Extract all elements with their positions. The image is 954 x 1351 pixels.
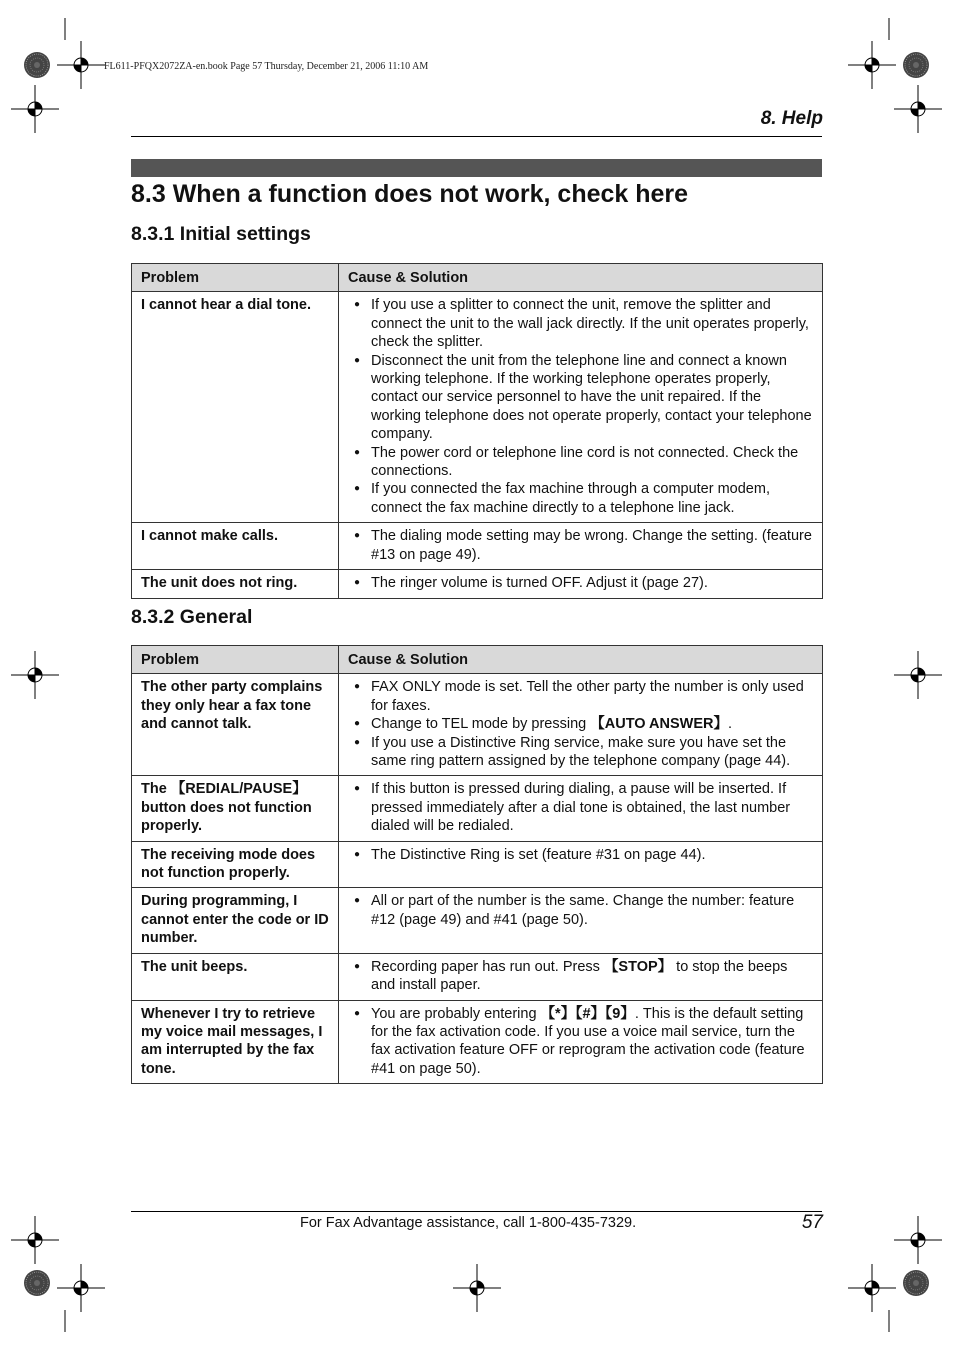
solution-item: ● The Distinctive Ring is set (feature #31 on page 44). bbox=[348, 846, 813, 864]
table-row bbox=[132, 841, 823, 888]
table-body bbox=[132, 292, 823, 598]
table-row bbox=[132, 523, 823, 570]
solution-item: ● Disconnect the unit from the telephone line and connect a known working telephone. If the working telephone operates properly, contact our service personnel to have the unit repaired. If the working telephone does not operate properly, contact your telephone company. bbox=[348, 352, 813, 444]
section-header: 8. Help bbox=[760, 108, 823, 129]
solution-cell bbox=[339, 570, 823, 598]
table-header-row bbox=[132, 646, 823, 674]
table-row bbox=[132, 1000, 823, 1084]
column-header-problem: Problem bbox=[132, 646, 339, 674]
solution-cell bbox=[339, 292, 823, 523]
solution-item: ● Change to TEL mode by pressing 【AUTO ANSWER】. bbox=[348, 715, 813, 733]
table-header-row bbox=[132, 264, 823, 292]
solution-item: ● The dialing mode setting may be wrong. Change the setting. (feature #13 on page 49). bbox=[348, 527, 813, 564]
solution-item: ● Recording paper has run out. Press 【STOP】 to stop the beeps and install paper. bbox=[348, 958, 813, 995]
table-row bbox=[132, 888, 823, 953]
footer-rule bbox=[131, 1211, 822, 1212]
page-title: 8.3 When a function does not work, check here bbox=[131, 180, 689, 208]
key-label: 【REDIAL/PAUSE】 bbox=[170, 781, 307, 798]
problem-cell: I cannot make calls. bbox=[132, 523, 339, 570]
title-bar bbox=[131, 159, 822, 177]
problem-cell: Whenever I try to retrieve my voice mail messages, I am interrupted by the fax tone. bbox=[132, 1000, 339, 1084]
solution-cell bbox=[339, 888, 823, 953]
solution-item: ● If this button is pressed during dialing, a pause will be inserted. If pressed immediately after a dial tone is obtained, the last number dialed will be redialed. bbox=[348, 780, 813, 835]
problem-cell: The unit does not ring. bbox=[132, 570, 339, 598]
solution-item: ● You are probably entering 【*】【#】【9】. This is the default setting for the fax activation code. If you use a voice mail service, turn the fax activation feature OFF or reprogram the activation code (feature #41 on page 50). bbox=[348, 1005, 813, 1079]
solution-cell bbox=[339, 674, 823, 776]
column-header-problem: Problem bbox=[132, 264, 339, 292]
solution-item: ● If you use a Distinctive Ring service, make sure you have set the same ring pattern assigned by the telephone company (page 44). bbox=[348, 734, 813, 771]
problem-cell: During programming, I cannot enter the code or ID number. bbox=[132, 888, 339, 953]
solution-list bbox=[348, 678, 813, 770]
solution-item: ● The power cord or telephone line cord is not connected. Check the connections. bbox=[348, 444, 813, 481]
solution-cell bbox=[339, 1000, 823, 1084]
solution-item: ● If you use a splitter to connect the unit, remove the splitter and connect the unit to the wall jack directly. If the unit operates properly, check the splitter. bbox=[348, 296, 813, 351]
solution-list bbox=[348, 1005, 813, 1079]
key-label: 【STOP】 bbox=[603, 958, 673, 975]
problem-cell: I cannot hear a dial tone. bbox=[132, 292, 339, 523]
table-row bbox=[132, 292, 823, 523]
solution-cell bbox=[339, 523, 823, 570]
key-label: 【AUTO ANSWER】 bbox=[590, 716, 728, 733]
initial-settings-table bbox=[131, 263, 823, 599]
problem-cell: The receiving mode does not function properly. bbox=[132, 841, 339, 888]
solution-cell bbox=[339, 953, 823, 1000]
solution-item: ● FAX ONLY mode is set. Tell the other party the number is only used for faxes. bbox=[348, 678, 813, 715]
key-label: 【9】 bbox=[605, 1005, 635, 1022]
solution-list bbox=[348, 892, 813, 929]
section-heading-general: 8.3.2 General bbox=[131, 606, 253, 628]
solution-list bbox=[348, 574, 813, 592]
solution-list bbox=[348, 958, 813, 995]
table-row bbox=[132, 674, 823, 776]
solution-item: ● The ringer volume is turned OFF. Adjust it (page 27). bbox=[348, 574, 813, 592]
general-table bbox=[131, 645, 823, 1084]
print-slug: FL611-PFQX2072ZA-en.book Page 57 Thursday, December 21, 2006 11:10 AM bbox=[104, 61, 429, 72]
page-number: 57 bbox=[801, 1212, 823, 1233]
table-body bbox=[132, 674, 823, 1084]
solution-list bbox=[348, 527, 813, 564]
header-rule bbox=[131, 136, 822, 137]
solution-cell bbox=[339, 841, 823, 888]
solution-cell bbox=[339, 776, 823, 841]
problem-cell: The 【REDIAL/PAUSE】 button does not function properly. bbox=[132, 776, 339, 841]
solution-item: ● If you connected the fax machine through a computer modem, connect the fax machine directly to a telephone line jack. bbox=[348, 480, 813, 517]
column-header-cause-solution: Cause & Solution bbox=[339, 646, 823, 674]
table-row bbox=[132, 570, 823, 598]
solution-list bbox=[348, 780, 813, 835]
table-row bbox=[132, 953, 823, 1000]
footer-assistance-text: For Fax Advantage assistance, call 1-800-435-7329. bbox=[300, 1215, 637, 1231]
table-row bbox=[132, 776, 823, 841]
problem-cell: The other party complains they only hear a fax tone and cannot talk. bbox=[132, 674, 339, 776]
problem-cell: The unit beeps. bbox=[132, 953, 339, 1000]
solution-list bbox=[348, 296, 813, 517]
section-heading-initial-settings: 8.3.1 Initial settings bbox=[131, 223, 311, 245]
key-label: 【#】 bbox=[575, 1005, 606, 1022]
solution-list bbox=[348, 846, 813, 864]
column-header-cause-solution: Cause & Solution bbox=[339, 264, 823, 292]
solution-item: ● All or part of the number is the same. Change the number: feature #12 (page 49) and #41 (page 50). bbox=[348, 892, 813, 929]
key-label: 【*】 bbox=[540, 1005, 576, 1022]
